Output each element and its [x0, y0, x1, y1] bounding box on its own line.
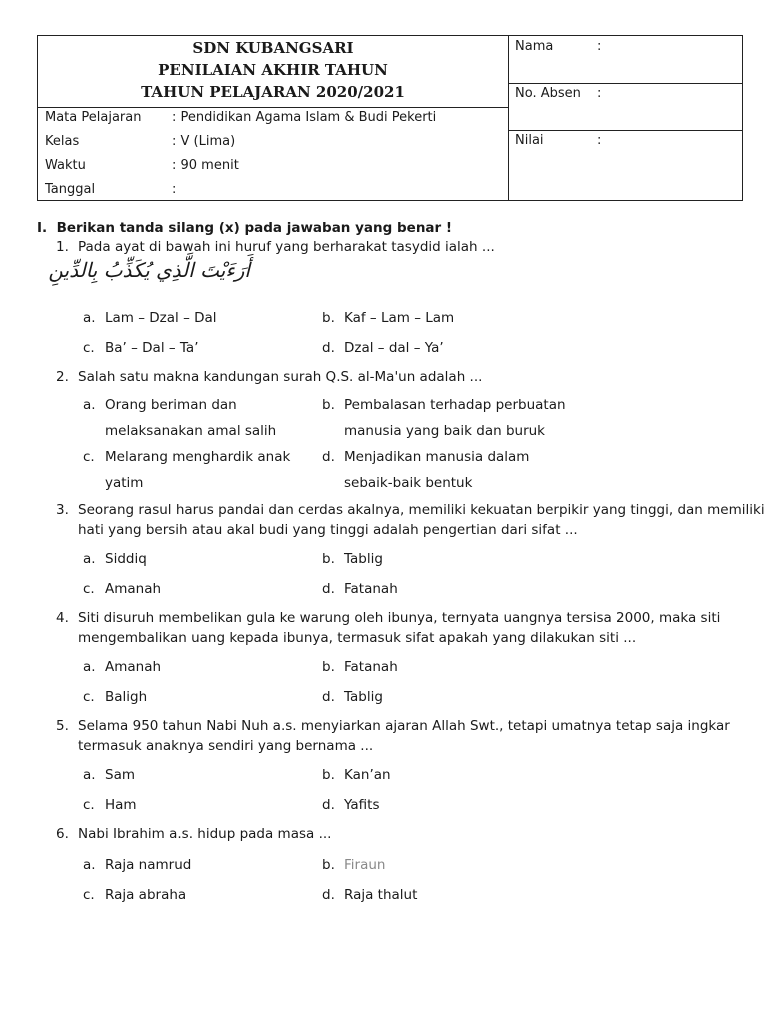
question-2-number: 2. — [56, 369, 69, 385]
q3-option-b-text[interactable]: Tablig — [344, 551, 383, 567]
q6-option-c-key[interactable]: c. — [83, 887, 95, 903]
q6-option-d-text[interactable]: Raja thalut — [344, 887, 418, 903]
question-1-text: Pada ayat di bawah ini huruf yang berharakat tasydid ialah ... — [78, 239, 495, 255]
q2-option-b-line2[interactable]: manusia yang baik dan buruk — [344, 423, 546, 439]
field-label-class: Kelas — [45, 134, 80, 149]
q1-option-c-text[interactable]: Ba’ – Dal – Ta’ — [105, 340, 199, 356]
question-3-text-line2: hati yang bersih atau akal budi yang tinggi adalah pengertian dari sifat ... — [78, 522, 578, 538]
q4-option-d-text[interactable]: Tablig — [344, 689, 383, 705]
q6-option-a-key[interactable]: a. — [83, 857, 96, 873]
q1-option-d-text[interactable]: Dzal – dal – Ya’ — [344, 340, 444, 356]
field-value-time: : 90 menit — [172, 158, 239, 173]
arabic-verse: أَرَءَيْتَ الَّذِي يُكَذِّبُ بِالدِّينِ — [48, 258, 250, 282]
q4-option-a-text[interactable]: Amanah — [105, 659, 162, 675]
q2-option-c-line1[interactable]: Melarang menghardik anak — [105, 449, 291, 465]
q2-option-a-line2[interactable]: melaksanakan amal salih — [105, 423, 277, 439]
q1-option-a-key[interactable]: a. — [83, 310, 96, 326]
question-5-text-line1: Selama 950 tahun Nabi Nuh a.s. menyiarkan ajaran Allah Swt., tetapi umatnya tetap saja ingkar — [78, 718, 730, 734]
question-3-text-line1: Seorang rasul harus pandai dan cerdas akalnya, memiliki kekuatan berpikir yang tinggi, dan memiliki — [78, 502, 765, 518]
exam-header-box — [37, 35, 743, 201]
header-divider-title — [38, 107, 508, 108]
q4-option-d-key[interactable]: d. — [322, 689, 335, 705]
q2-option-d-key[interactable]: d. — [322, 449, 335, 465]
header-titles — [38, 36, 508, 103]
q5-option-d-text[interactable]: Yafits — [344, 797, 380, 813]
q5-option-b-key[interactable]: b. — [322, 767, 335, 783]
field-label-absen: No. Absen — [515, 86, 581, 101]
question-2-text: Salah satu makna kandungan surah Q.S. al-Ma'un adalah ... — [78, 369, 483, 385]
header-divider-nama — [508, 83, 743, 84]
q5-option-a-text[interactable]: Sam — [105, 767, 135, 783]
q1-option-c-key[interactable]: c. — [83, 340, 95, 356]
question-4-text-line2: mengembalikan uang kepada ibunya, termasuk sifat apakah yang dilakukan siti ... — [78, 630, 637, 646]
academic-year: TAHUN PELAJARAN 2020/2021 — [141, 83, 405, 101]
q4-option-b-key[interactable]: b. — [322, 659, 335, 675]
q6-option-c-text[interactable]: Raja abraha — [105, 887, 187, 903]
q3-option-d-key[interactable]: d. — [322, 581, 335, 597]
question-6-number: 6. — [56, 826, 69, 842]
q5-option-a-key[interactable]: a. — [83, 767, 96, 783]
header-divider-vertical — [508, 36, 509, 200]
q2-option-b-key[interactable]: b. — [322, 397, 335, 413]
q3-option-a-text[interactable]: Siddiq — [105, 551, 147, 567]
q6-option-d-key[interactable]: d. — [322, 887, 335, 903]
q2-option-a-line1[interactable]: Orang beriman dan — [105, 397, 237, 413]
q5-option-c-key[interactable]: c. — [83, 797, 95, 813]
q5-option-d-key[interactable]: d. — [322, 797, 335, 813]
q5-option-b-text[interactable]: Kan’an — [344, 767, 391, 783]
q3-option-c-key[interactable]: c. — [83, 581, 95, 597]
q4-option-c-key[interactable]: c. — [83, 689, 95, 705]
question-3-number: 3. — [56, 502, 69, 518]
section-instruction — [37, 220, 452, 236]
field-colon-score: : — [597, 133, 602, 148]
q1-option-d-key[interactable]: d. — [322, 340, 335, 356]
q3-option-c-text[interactable]: Amanah — [105, 581, 162, 597]
q4-option-a-key[interactable]: a. — [83, 659, 96, 675]
q2-option-b-line1[interactable]: Pembalasan terhadap perbuatan — [344, 397, 566, 413]
field-value-class: : V (Lima) — [172, 134, 236, 149]
q2-option-a-key[interactable]: a. — [83, 397, 96, 413]
field-label-name: Nama — [515, 39, 554, 54]
field-value-date: : — [172, 182, 177, 197]
question-6-text: Nabi Ibrahim a.s. hidup pada masa ... — [78, 826, 332, 842]
field-label-time: Waktu — [45, 158, 86, 173]
section-number: I. — [37, 220, 48, 236]
q6-option-a-text[interactable]: Raja namrud — [105, 857, 192, 873]
q2-option-d-line1[interactable]: Menjadikan manusia dalam — [344, 449, 530, 465]
question-5-number: 5. — [56, 718, 69, 734]
question-1-number: 1. — [56, 239, 69, 255]
q3-option-d-text[interactable]: Fatanah — [344, 581, 398, 597]
q4-option-b-text[interactable]: Fatanah — [344, 659, 398, 675]
q2-option-c-line2[interactable]: yatim — [105, 475, 144, 491]
field-colon-name: : — [597, 39, 602, 54]
q5-option-c-text[interactable]: Ham — [105, 797, 137, 813]
field-label-subject: Mata Pelajaran — [45, 110, 142, 125]
q1-option-b-text[interactable]: Kaf – Lam – Lam — [344, 310, 455, 326]
header-divider-absen — [508, 130, 743, 131]
field-label-score: Nilai — [515, 133, 544, 148]
question-4-text-line1: Siti disuruh membelikan gula ke warung oleh ibunya, ternyata uangnya tersisa 2000, maka siti — [78, 610, 721, 626]
q1-option-a-text[interactable]: Lam – Dzal – Dal — [105, 310, 217, 326]
q6-option-b-text[interactable]: Firaun — [344, 857, 386, 873]
field-value-subject: : Pendidikan Agama Islam & Budi Pekerti — [172, 110, 437, 125]
q4-option-c-text[interactable]: Baligh — [105, 689, 148, 705]
q3-option-a-key[interactable]: a. — [83, 551, 96, 567]
field-label-date: Tanggal — [45, 182, 96, 197]
q6-option-b-key[interactable]: b. — [322, 857, 335, 873]
q3-option-b-key[interactable]: b. — [322, 551, 335, 567]
field-colon-absen: : — [597, 86, 602, 101]
question-4-number: 4. — [56, 610, 69, 626]
exam-name: PENILAIAN AKHIR TAHUN — [158, 61, 388, 79]
school-name: SDN KUBANGSARI — [192, 39, 354, 57]
q1-option-b-key[interactable]: b. — [322, 310, 335, 326]
q2-option-c-key[interactable]: c. — [83, 449, 95, 465]
section-text: Berikan tanda silang (x) pada jawaban yang benar ! — [56, 220, 453, 236]
q2-option-d-line2[interactable]: sebaik-baik bentuk — [344, 475, 473, 491]
question-5-text-line2: termasuk anaknya sendiri yang bernama ... — [78, 738, 374, 754]
